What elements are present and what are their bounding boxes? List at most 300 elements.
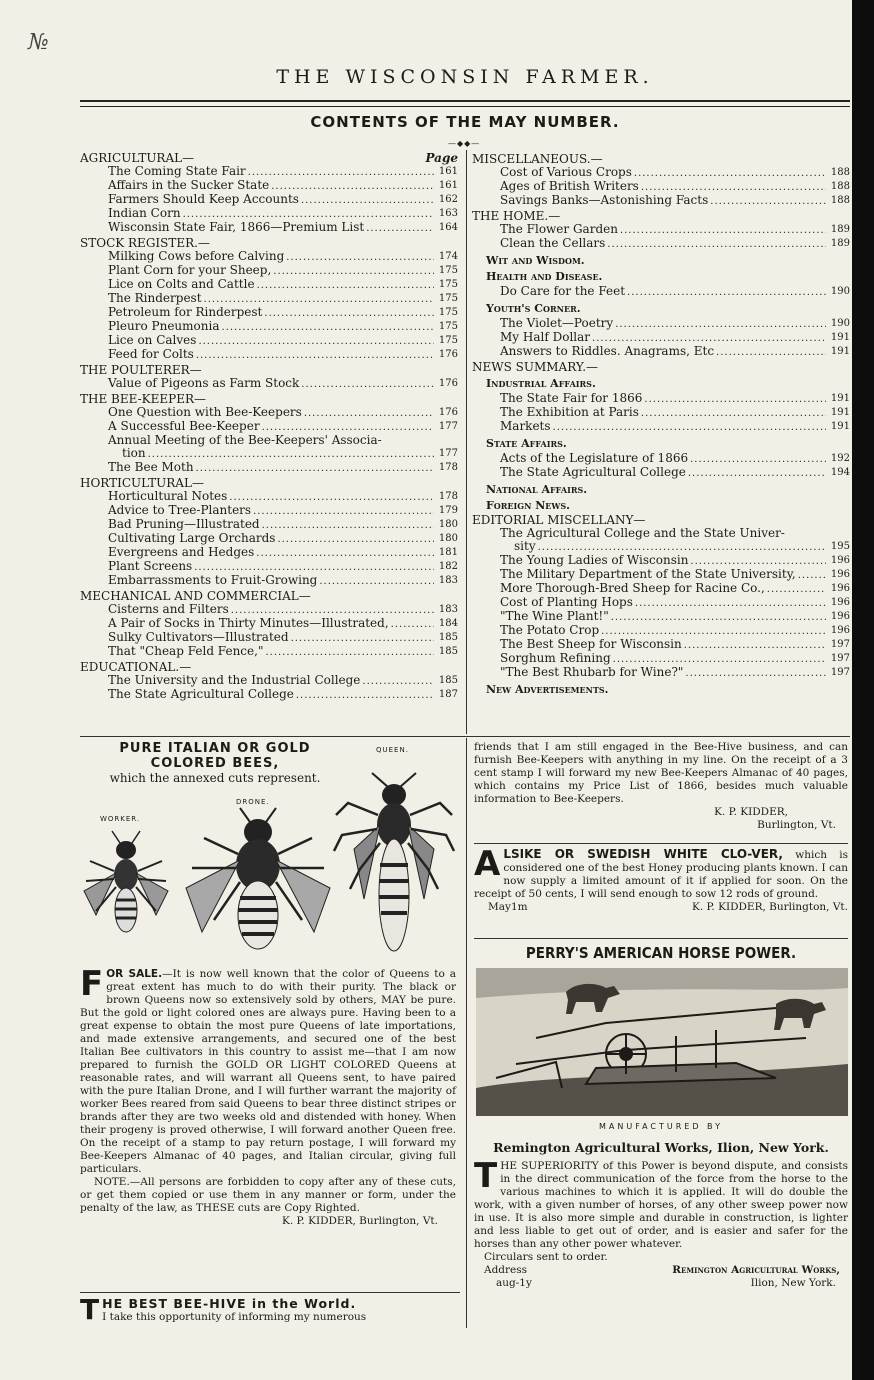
toc-entry [80, 334, 458, 348]
toc-entry [472, 452, 850, 466]
toc-entry [472, 420, 850, 434]
alsike-footer [474, 901, 848, 914]
toc-leader-dots [256, 546, 434, 560]
toc-entry-page: 188 [830, 167, 850, 178]
toc-entry-title: Horticultural Notes [108, 489, 228, 503]
toc-leader-dots [271, 179, 434, 193]
drone-label: DRONE. [236, 798, 270, 806]
masthead-rule [80, 100, 850, 107]
toc-entry-page: 161 [438, 180, 458, 191]
alsike-bottom-rule [474, 938, 848, 939]
toc-entry-title: A Pair of Socks in Thirty Minutes—Illustrated, [108, 616, 389, 630]
toc-entry-title: Acts of the Legislature of 1866 [500, 451, 689, 465]
toc-entry [80, 574, 458, 588]
toc-entry-page: 162 [438, 194, 458, 205]
hive-signature-1: K. P. KIDDER, [714, 806, 788, 818]
toc-section-heading: NEWS SUMMARY.— [472, 360, 599, 374]
toc-leader-dots [362, 674, 434, 688]
toc-leader-dots [607, 237, 826, 251]
worker-bee-illustration [84, 831, 168, 932]
toc-entry [472, 554, 850, 568]
toc-entry-title: Answers to Riddles. Anagrams, Etc [500, 344, 715, 358]
bees-ad-title-2: COLORED BEES, [150, 756, 280, 771]
toc-entry-title: Indian Corn [108, 206, 181, 220]
toc-entry-title: Pleuro Pneumonia [108, 319, 220, 333]
alsike-text: which is considered one of the best Honey producing plants known. I can now supply a limited amount of it if applied for soon. On the receipt of 50 cents, I will send enough to sow 12 rods of ground. [474, 849, 849, 900]
toc-leader-dots [710, 194, 826, 208]
alsike-signature: K. P. KIDDER, Burlington, Vt. [691, 901, 848, 913]
address-city: Ilion, New York. [750, 1277, 836, 1289]
toc-entry [80, 306, 458, 320]
toc-entry [80, 461, 458, 475]
toc-entry [80, 264, 458, 278]
toc-entry [80, 278, 458, 292]
toc-leader-dots [277, 532, 434, 546]
toc-entry-title-line: The Agricultural College and the State Univer- [500, 526, 785, 540]
horse-power-body [474, 1156, 848, 1290]
toc-entry-page: 187 [438, 689, 458, 700]
toc-entry-title: "The Wine Plant!" [500, 609, 609, 623]
toc-leader-dots [644, 392, 826, 406]
toc-section-heading: HORTICULTURAL— [80, 476, 204, 490]
toc-entry-title: My Half Dollar [500, 330, 591, 344]
for-sale-dropcap: F [80, 964, 104, 1004]
toc-entry [472, 166, 850, 180]
toc-entry-title: Embarrassments to Fruit-Growing [108, 573, 318, 587]
toc-entry [472, 466, 850, 480]
toc-leader-dots [627, 285, 826, 299]
toc-entry-title: Cisterns and Filters [108, 602, 229, 616]
toc-section-heading: THE HOME.— [472, 209, 561, 223]
toc-entry-title: Affairs in the Sucker State [108, 178, 270, 192]
toc-leader-dots [685, 666, 826, 680]
toc-leader-dots [641, 180, 826, 194]
toc-entry-page: 191 [830, 393, 850, 404]
for-sale-ad [80, 964, 456, 1228]
toc-entry-title: Sulky Cultivators—Illustrated [108, 630, 289, 644]
manufacturer-name: Remington Agricultural Works, Ilion, New York. [493, 1140, 829, 1155]
toc-entry [80, 193, 458, 207]
toc-entry-title: Wisconsin State Fair, 1866—Premium List [108, 220, 365, 234]
hive-continuation-text: friends that I am still engaged in the Bee-Hive business, and can furnish Bee-Keepers with anything in my line. On the receipt of a 3 cent stamp I will forward my new Bee-Keepers Almanac of 40 pages, which contains my Price List of 1866, besides much valuable information to Bee-Keepers. [474, 741, 848, 805]
toc-leader-dots [229, 490, 434, 504]
toc-entry-title: One Question with Bee-Keepers [108, 405, 302, 419]
toc-entry-title: "The Best Rhubarb for Wine?" [500, 665, 684, 679]
toc-entry [472, 610, 850, 624]
best-hive-text: I take this opportunity of informing my numerous [102, 1311, 367, 1323]
toc-entry-page: 197 [830, 639, 850, 650]
horse-power-text: HE SUPERIORITY of this Power is beyond dispute, and consists in the direct communication of the force from the horse to the various machines to which it is applied. It will do double the work, with a given number of horses, of any other sweep power now in use. It is also more simple and durable in construction, is lighter and less liable to get out of order, and is easier and safer for the horses than any other power whatever. [474, 1160, 848, 1250]
toc-entry-title: That "Cheap Feld Fence," [108, 644, 264, 658]
toc-entry [80, 560, 458, 574]
toc-entry [80, 490, 458, 504]
alsike-dropcap: A [474, 844, 501, 884]
toc-entry-title: Value of Pigeons as Farm Stock [108, 376, 300, 390]
toc-entry-page: 196 [830, 583, 850, 594]
ads-column-rule [466, 738, 467, 1328]
toc-entry [80, 645, 458, 659]
toc-entry-title: Do Care for the Feet [500, 284, 626, 298]
toc-leader-dots [198, 334, 434, 348]
toc-entry-title: The Exhibition at Paris [500, 405, 639, 419]
toc-entry [80, 221, 458, 235]
toc-leader-dots [231, 603, 434, 617]
toc-entry-title: The Bee Moth [108, 460, 194, 474]
toc-leader-dots [767, 582, 826, 596]
toc-entry [80, 631, 458, 645]
toc-entry [80, 165, 458, 179]
toc-entry-page: 197 [830, 667, 850, 678]
circulars-note: Circulars sent to order. [484, 1251, 608, 1263]
hive-continuation [474, 741, 848, 832]
toc-page-header: Page [425, 151, 458, 165]
toc-entry [472, 652, 850, 666]
toc-section-heading: MECHANICAL AND COMMERCIAL— [80, 589, 311, 603]
toc-entry [80, 447, 458, 461]
toc-entry [80, 320, 458, 334]
toc-entry-page: 180 [438, 519, 458, 530]
toc-entry [80, 420, 458, 434]
toc-entry-page: 164 [438, 222, 458, 233]
toc-entry-title: The State Agricultural College [500, 465, 686, 479]
toc-leader-dots [194, 560, 434, 574]
toc-entry [80, 377, 458, 391]
address-line-1 [474, 1264, 848, 1277]
toc-entry-title: Cost of Various Crops [500, 165, 632, 179]
toc-entry-page: 175 [438, 307, 458, 318]
toc-entry-title: Clean the Cellars [500, 236, 606, 250]
toc-section-heading: THE BEE-KEEPER— [80, 392, 207, 406]
toc-entry-title: Evergreens and Hedges [108, 545, 255, 559]
toc-entry [80, 292, 458, 306]
toc-subsection-heading: Industrial Affairs. [486, 377, 596, 390]
toc-subsection-heading: Wit and Wisdom. [486, 254, 585, 267]
best-hive-ad [80, 1293, 460, 1326]
horse-power-illustration [476, 968, 848, 1116]
toc-entry-title: The Potato Crop [500, 623, 600, 637]
toc-entry-title: The Military Department of the State University, [500, 567, 796, 581]
toc-entry-page: 191 [830, 332, 850, 343]
toc-entry [472, 285, 850, 299]
ornament: —◆◆— [448, 139, 481, 148]
for-sale-lead: OR SALE. [106, 968, 163, 980]
toc-entry-title: The Coming State Fair [108, 164, 246, 178]
address-name: Remington Agricultural Works, [672, 1264, 840, 1276]
toc-entry [80, 688, 458, 702]
toc-entry-title: Lice on Colts and Cattle [108, 277, 255, 291]
toc-entry [80, 179, 458, 193]
hive-bottom-rule [474, 843, 848, 844]
toc-subsection-heading: National Affairs. [486, 483, 588, 496]
toc-entry-title: Savings Banks—Astonishing Facts [500, 193, 709, 207]
toc-entry [472, 406, 850, 420]
toc-entry-page: 197 [830, 653, 850, 664]
toc-entry [472, 392, 850, 406]
toc-entry-page: 163 [438, 208, 458, 219]
toc-leader-dots [183, 207, 434, 221]
toc-leader-dots [688, 466, 826, 480]
toc-entry [80, 546, 458, 560]
toc-entry [472, 223, 850, 237]
toc-left-column [80, 150, 458, 702]
toc-entry-title: Ages of British Writers [500, 179, 639, 193]
horse-power-title: PERRY'S AMERICAN HORSE POWER. [525, 944, 797, 962]
toc-entry-page: 180 [438, 533, 458, 544]
toc-entry-title: A Successful Bee-Keeper [108, 419, 260, 433]
toc-leader-dots [319, 574, 434, 588]
masthead: THE WISCONSIN FARMER. [276, 66, 654, 88]
bee-illustrations [78, 760, 464, 970]
toc-entry [472, 596, 850, 610]
toc-entry-page: 175 [438, 265, 458, 276]
toc-leader-dots [641, 406, 826, 420]
toc-entry [472, 568, 850, 582]
toc-entry-page: 177 [438, 448, 458, 459]
toc-leader-dots [196, 348, 434, 362]
toc-entry [80, 406, 458, 420]
toc-subsection-heading: Foreign News. [486, 499, 570, 512]
toc-entry-page: 192 [830, 453, 850, 464]
toc-entry [472, 317, 850, 331]
toc-section-heading: New Advertisements. [486, 683, 609, 696]
toc-entry [80, 617, 458, 631]
toc-leader-dots [204, 292, 434, 306]
toc-entry-page: 185 [438, 675, 458, 686]
toc-leader-dots [634, 166, 826, 180]
toc-entry-title: Feed for Colts [108, 347, 194, 361]
toc-entry-page: 188 [830, 181, 850, 192]
for-sale-signature: K. P. KIDDER, Burlington, Vt. [281, 1215, 438, 1227]
toc-entry-title: Markets [500, 419, 551, 433]
toc-leader-dots [301, 193, 434, 207]
toc-entry-title: Milking Cows before Calving [108, 249, 285, 263]
toc-entry [80, 674, 458, 688]
toc-entry-page: 182 [438, 561, 458, 572]
toc-entry-title: Bad Pruning—Illustrated [108, 517, 260, 531]
toc-entry [472, 540, 850, 554]
toc-entry-title: The Violet—Poetry [500, 316, 614, 330]
toc-leader-dots [248, 165, 434, 179]
alsike-date: May1m [488, 901, 528, 913]
toc-entry-title: The University and the Industrial College [108, 673, 361, 687]
toc-entry [80, 207, 458, 221]
toc-entry-page: 189 [830, 238, 850, 249]
toc-leader-dots [148, 447, 434, 461]
toc-entry [472, 666, 850, 680]
toc-leader-dots [301, 377, 434, 391]
alsike-title: LSIKE OR SWEDISH WHITE CLO-VER, [503, 847, 783, 861]
toc-entry-page: 190 [830, 286, 850, 297]
toc-entry-page: 194 [830, 467, 850, 478]
toc-leader-dots [253, 504, 434, 518]
toc-entry-page: 185 [438, 646, 458, 657]
toc-leader-dots [286, 250, 434, 264]
toc-subsection-heading: Health and Disease. [486, 270, 603, 283]
hive-signature-2: Burlington, Vt. [757, 819, 836, 831]
toc-leader-dots [538, 540, 826, 554]
toc-entry-page: 191 [830, 346, 850, 357]
toc-entry-page: 178 [438, 491, 458, 502]
toc-entry [80, 504, 458, 518]
toc-entry-page: 183 [438, 575, 458, 586]
toc-leader-dots [304, 406, 434, 420]
address-line-2 [474, 1277, 848, 1290]
toc-subsection-heading: Youth's Corner. [486, 302, 581, 315]
toc-entry-page: 185 [438, 632, 458, 643]
toc-entry-title: Advice to Tree-Planters [108, 503, 252, 517]
toc-leader-dots [716, 345, 826, 359]
toc-entry-title: Cost of Planting Hops [500, 595, 633, 609]
toc-leader-dots [635, 596, 826, 610]
for-sale-body: —It is now well known that the color of Queens to a great extent has much to do with their purity. The black or brown Queens now so extensively sold by others, MAY be pure. But the gold or light colored ones are always pure. Having been to a great expense to obtain the most pure Queens of late importations, and made extensive arrangements, and secured one of the best Italian Bee cultivators in this country to assist me—that I am now prepared to furnish the GOLD OR LIGHT COLORED Queens at reasonable rates, and will warrant all Queens sent, to have paired with the pure Italian Drone, and I will further warrant the majority of worker Bees reared from said Queens to bear three distinct stripes or brands after they are two weeks old and distended with honey. When their progeny is proved otherwise, I will forward another Queen free. On the receipt of a stamp to pay return postage, I will forward my Bee-Keepers Almanac of 40 pages, and Italian circular, giving full particulars. [80, 968, 456, 1175]
toc-leader-dots [221, 320, 434, 334]
toc-leader-dots [601, 624, 826, 638]
address-label: Address [484, 1264, 528, 1276]
toc-leader-dots [273, 264, 434, 278]
toc-entry [80, 348, 458, 362]
toc-entry-title: sity [514, 539, 536, 553]
toc-entry-page: 196 [830, 597, 850, 608]
toc-entry-title: tion [122, 446, 146, 460]
toc-leader-dots [366, 221, 434, 235]
toc-leader-dots [613, 652, 826, 666]
toc-entry-title: Cultivating Large Orchards [108, 531, 276, 545]
toc-section-title: AGRICULTURAL— [80, 151, 195, 165]
toc-entry [80, 603, 458, 617]
toc-leader-dots [262, 420, 434, 434]
toc-leader-dots [611, 610, 826, 624]
toc-entry [472, 194, 850, 208]
toc-leader-dots [592, 331, 826, 345]
queen-label: QUEEN. [376, 746, 409, 754]
toc-leader-dots [296, 688, 434, 702]
bees-ad-title-1: PURE ITALIAN OR GOLD [119, 741, 311, 756]
toc-entry-title: Sorghum Refining [500, 651, 611, 665]
toc-right-column [472, 151, 850, 698]
toc-entry-title: Petroleum for Rinderpest [108, 305, 263, 319]
toc-entry-page: 196 [830, 611, 850, 622]
toc-entry-title: The State Fair for 1866 [500, 391, 643, 405]
corner-handwriting: № [28, 30, 49, 55]
contents-title: CONTENTS OF THE MAY NUMBER. [310, 113, 620, 131]
toc-column-rule [466, 150, 467, 734]
toc-entry-page: 175 [438, 335, 458, 346]
toc-section-heading: EDITORIAL MISCELLANY— [472, 513, 646, 527]
toc-section-heading: THE POULTERER— [80, 363, 202, 377]
toc-entry-page: 174 [438, 251, 458, 262]
best-hive-dropcap: T [80, 1293, 100, 1326]
toc-entry [80, 250, 458, 264]
toc-entry-page: 195 [830, 541, 850, 552]
toc-entry-title: More Thorough-Bred Sheep for Racine Co., [500, 581, 765, 595]
toc-entry-page: 175 [438, 321, 458, 332]
address-date: aug-1y [496, 1277, 532, 1289]
toc-entry-page: 176 [438, 407, 458, 418]
toc-entry [80, 518, 458, 532]
for-sale-bottom-rule [80, 1292, 460, 1293]
toc-entry-page: 176 [438, 378, 458, 389]
worker-label: WORKER. [100, 815, 141, 823]
horse-power-dropcap: T [474, 1156, 498, 1196]
toc-leader-dots [684, 638, 826, 652]
toc-entry-page: 184 [438, 618, 458, 629]
toc-leader-dots [553, 420, 826, 434]
toc-bottom-rule [80, 736, 850, 737]
toc-entry-page: 196 [830, 569, 850, 580]
toc-leader-dots [262, 518, 434, 532]
queen-bee-illustration [334, 773, 454, 951]
toc-entry [472, 624, 850, 638]
best-hive-title: HE BEST BEE-HIVE in the World. [102, 1296, 357, 1311]
toc-leader-dots [690, 554, 826, 568]
toc-leader-dots [391, 617, 434, 631]
toc-leader-dots [291, 631, 434, 645]
toc-entry-page: 177 [438, 421, 458, 432]
drone-bee-illustration [186, 808, 330, 949]
toc-entry-page: 189 [830, 224, 850, 235]
toc-entry-title: The State Agricultural College [108, 687, 294, 701]
bees-ad-subtitle: which the annexed cuts represent. [109, 771, 321, 785]
toc-entry-page: 181 [438, 547, 458, 558]
toc-section-heading: MISCELLANEOUS.— [472, 152, 603, 166]
toc-leader-dots [257, 278, 434, 292]
toc-entry-title: Plant Corn for your Sheep, [108, 263, 272, 277]
toc-entry-page: 175 [438, 279, 458, 290]
toc-entry [472, 180, 850, 194]
toc-entry-title: Lice on Calves [108, 333, 197, 347]
toc-subsection-heading: State Affairs. [486, 437, 567, 450]
for-sale-note: NOTE.—All persons are forbidden to copy after any of these cuts, or get them copied or use them in any manner or form, under the penalty of the law, as THESE cuts are Copy Righted. [80, 1176, 456, 1214]
toc-entry-page: 191 [830, 421, 850, 432]
toc-entry-title: Plant Screens [108, 559, 193, 573]
toc-leader-dots [620, 223, 826, 237]
toc-entry [472, 638, 850, 652]
toc-entry [472, 345, 850, 359]
toc-leader-dots [690, 452, 826, 466]
toc-leader-dots [798, 568, 826, 582]
toc-section-heading: EDUCATIONAL.— [80, 660, 192, 674]
toc-entry-page: 183 [438, 604, 458, 615]
alsike-ad [474, 844, 849, 914]
toc-entry [472, 237, 850, 251]
toc-entry-page: 191 [830, 407, 850, 418]
toc-entry-page: 175 [438, 293, 458, 304]
toc-entry-title-line: Annual Meeting of the Bee-Keepers' Associa- [108, 433, 382, 447]
toc-entry-title: The Best Sheep for Wisconsin [500, 637, 682, 651]
toc-entry-title: The Flower Garden [500, 222, 618, 236]
toc-leader-dots [615, 317, 826, 331]
toc-entry-page: 176 [438, 349, 458, 360]
toc-entry-title: Farmers Should Keep Accounts [108, 192, 299, 206]
toc-entry [472, 582, 850, 596]
toc-entry-page: 190 [830, 318, 850, 329]
toc-entry-page: 179 [438, 505, 458, 516]
toc-entry [80, 532, 458, 546]
page-edge-shadow [852, 0, 874, 1380]
toc-entry-page: 161 [438, 166, 458, 177]
toc-leader-dots [265, 645, 434, 659]
toc-leader-dots [264, 306, 434, 320]
toc-entry-title: The Rinderpest [108, 291, 202, 305]
toc-section-heading: STOCK REGISTER.— [80, 236, 210, 250]
toc-entry [472, 331, 850, 345]
toc-entry-page: 178 [438, 462, 458, 473]
toc-entry-page: 196 [830, 555, 850, 566]
toc-entry-page: 196 [830, 625, 850, 636]
manufactured-by: MANUFACTURED BY [599, 1122, 723, 1131]
toc-leader-dots [196, 461, 434, 475]
toc-entry-page: 188 [830, 195, 850, 206]
